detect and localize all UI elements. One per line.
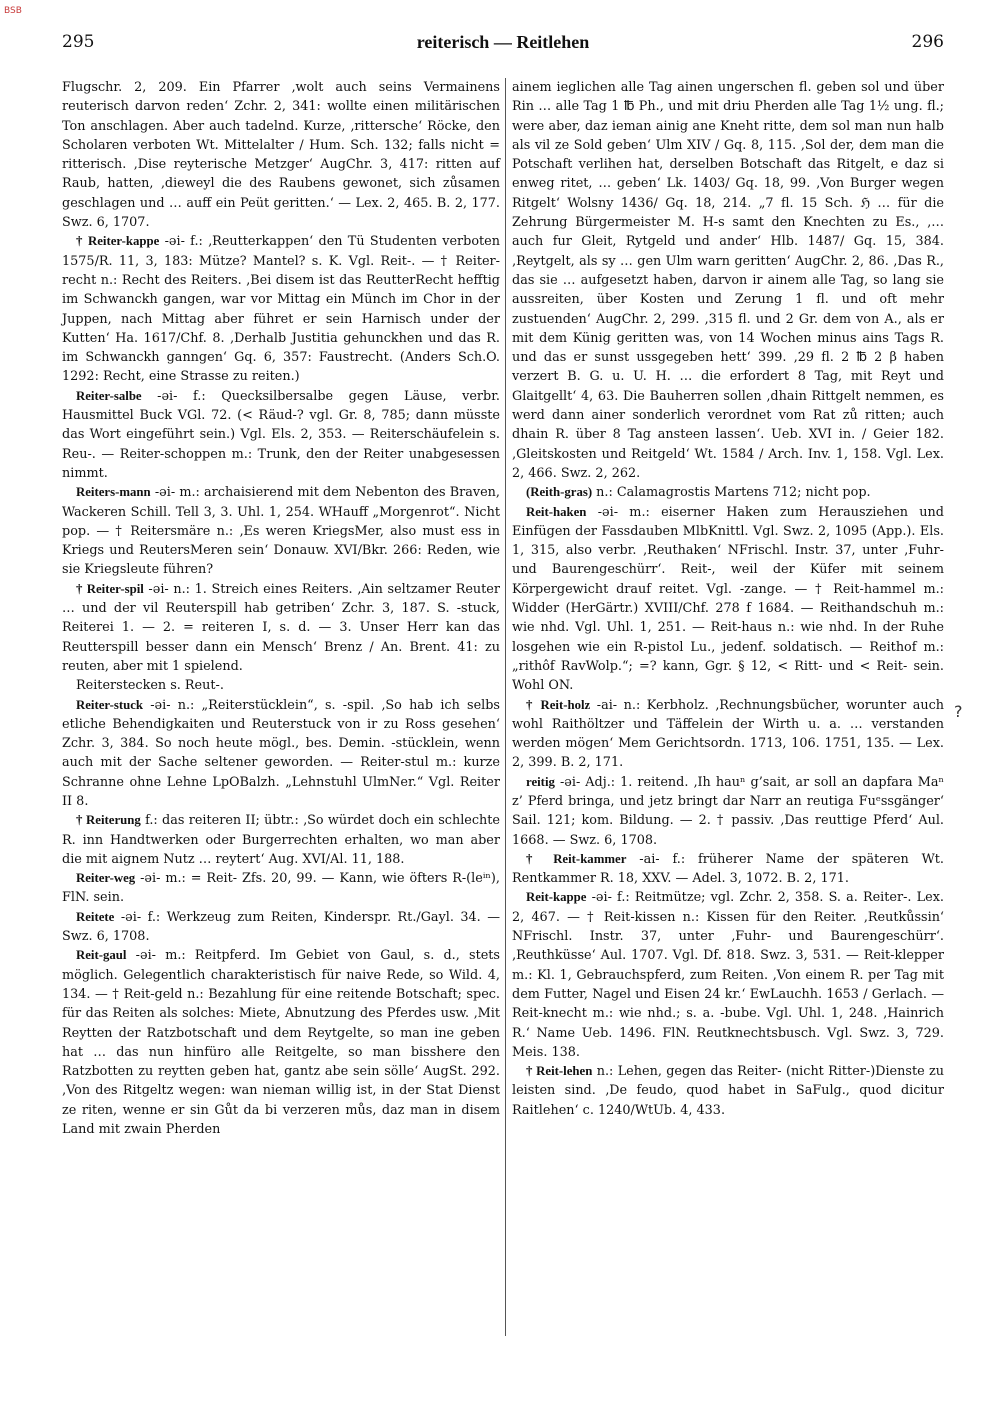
dictionary-entry (512, 503, 944, 696)
dictionary-entry (62, 676, 500, 695)
running-title: reiterisch — Reitlehen (416, 32, 590, 52)
dictionary-entry (512, 1062, 944, 1120)
entry-text: -ai- n.: Kerbholz. ‚Rechnungsbücher, worunter auch wohl Raithöltzer und Täffelein der Wirth u. a. … verstanden werden mögen‘ Mem Gerichtsordn. 1713, 106. 1751, 135. — Lex. 2, 399. B. 2, 171. (512, 697, 944, 771)
dictionary-entry (512, 850, 944, 889)
entry-text: -əi- Adj.: 1. reitend. ‚Ih hauⁿ g’sait, ar soll an dapfara Maⁿ z’ Pferd bringa, und jetz bringt dar Narr an reutiga Fuᵉssgänger‘ Sail. 121; kom. Bildung. — 2. † passiv. ‚Das reuttige Pferd‘ Aul. 1668. — Swz. 6, 1708. (512, 774, 944, 848)
dictionary-entry (512, 483, 944, 502)
library-stamp: BSB (4, 6, 22, 16)
left-column (62, 78, 500, 1139)
dictionary-entry (62, 387, 500, 483)
entry-text: -əi- n.: „Reiterstücklein“, s. -spil. ‚So hab ich selbs etliche Behendigkaiten und Reuterstuck von ir zu Ross gesehen‘ Zchr. 3, 384. So noch heute mögl., bes. Demin. -stücklein, wenn auch mit der Sache seltener geworden. — Reiter-stul m.: kurze Schranne ohne Lehne LpOBalzh. „Lehnstuhl UlmNer.“ Vgl. Reiter II 8. (62, 697, 500, 809)
entry-text: n.: Lehen, gegen das Reiter- (nicht Ritter-)Dienste zu leisten sind. ‚De feudo, quod habet in SaFulg., quod dicitur Raitlehen‘ c. 1240/WtUb. 4, 433. (512, 1064, 945, 1118)
entry-text: n.: Calamagrostis Martens 712; nicht pop. (592, 485, 871, 501)
page-number-right: 296 (911, 32, 944, 52)
entry-headword: Reiter-weg (76, 871, 136, 886)
dictionary-entry (512, 773, 944, 850)
dictionary-entry (62, 869, 500, 908)
entry-headword: † Reit-kammer (526, 851, 627, 866)
entry-text: -əi- f.: Werkzeug zum Reiten, Kinderspr. Rt./Gayl. 34. — Swz. 6, 1708. (62, 909, 500, 945)
dictionary-entry (62, 908, 500, 947)
entry-headword: † Reit-holz (526, 697, 591, 712)
dictionary-entry (512, 78, 944, 483)
entry-text: -əi- m.: eiserner Haken zum Herausziehen und Einfügen der Fassdauben MlbKnittl. Vgl. Swz. 2, 1095 (App.). Els. 1, 315, also verbr. ‚Reuthaken‘ NFrischl. Instr. 37, unter ‚Fuhr- und Baurengeschürr‘. Reit-, weil der Küfer mit seinem Körpergewicht drauf reitet. Vgl. -zange. — † Reit-hammel m.: Widder (HerGärtr.) XVIII/Chf. 278 f 1684. — Reithandschuh m.: wie nhd. Vgl. Uhl. 1, 251. — Reit-haus n.: wie nhd. In der Ruhe losgehen wie ein R-pistol Lu., jedenf. soldatisch. — Reithof m.: „rithôf RavWolp.“; =? kann, Ggr. § 12, < Ritt- und < Reit- sein. Wohl ON. (512, 504, 944, 694)
entry-headword: (Reith-gras) (526, 485, 593, 500)
entry-text: -ai- f.: früherer Name der späteren Wt. Rentkammer R. 18, XXV. — Adel. 3, 1072. B. 2, 171. (512, 851, 944, 887)
entry-headword: Reit-haken (526, 504, 587, 519)
entry-headword: † Reiterung (76, 813, 141, 828)
dictionary-entry (62, 483, 500, 579)
dictionary-entry (512, 888, 944, 1062)
entry-headword: Reit-gaul (76, 948, 127, 963)
entry-headword: † Reit-lehen (526, 1064, 593, 1079)
entry-text: -əi- m.: archaisierend mit dem Nebenton des Braven, Wackeren Schill. Tell 3, 3. Uhl. 1, 254. WHauff „Morgenrot“. Nicht pop. — † Reitersmäre n.: ‚Es weren KriegsMer, also must ess in Kriegs und ReutersMeren sein‘ Donauw. XVI/Bkr. 266: Reden, wie sie Kriegsleute führen? (62, 485, 500, 578)
entry-text: -əi- m.: = Reit- Zfs. 20, 99. — Kann, wie öfters R-(leⁱⁿ), FlN. sein. (62, 871, 500, 906)
entry-headword: Reiters-mann (76, 485, 151, 500)
entry-text: -əi- f.: Reitmütze; vgl. Zchr. 2, 358. S. a. Reiter-. Lex. 2, 467. — † Reit-kissen n.: Kissen für den Reiter. ‚Reutkůssin‘ NFrischl. Instr. 37, unter ‚Fuhr- und Baurengeschürr‘. ‚Reuthküsse‘ Aul. 1707. Vgl. Df. 818. Swz. 3, 531. — Reit-klepper m.: Kl. 1, Gebrauchspferd, zum Reiten. ‚Von einem R. per Tag mit dem Futter, Nagel und Eisen 24 kr.‘ EwLauchh. 1653 / Gerlach. — Reit-knecht m.: wie nhd.; s. a. -bube. Vgl. Uhl. 1, 248. ‚Hainrich R.‘ Name Ueb. 1496. FlN. Reutknechtsbusch. Vgl. Swz. 3, 729. Meis. 138. (512, 890, 944, 1060)
entry-headword: reitig (526, 774, 555, 789)
entry-headword: Reiter-stuck (76, 697, 144, 712)
dictionary-entry (62, 580, 500, 676)
column-divider (505, 78, 506, 1336)
entry-headword: Reit-kappe (526, 890, 587, 905)
dictionary-entry (62, 696, 500, 812)
dictionary-entry (62, 232, 500, 386)
entry-headword: † Reiter-kappe (76, 234, 160, 249)
entry-headword: Reitete (76, 909, 115, 924)
page-header (62, 32, 944, 58)
entry-text: ainem ieglichen alle Tag ainen ungerschen fl. geben sol und über Rin … alle Tag 1 ℔ Ph., und mit driu Pherden alle Tag 1½ ung. fl.; were aber, daz ieman ainig ane Kneht ritte, dem sol man nun halb als vil ze Sold geben‘ Ulm XIV / Gq. 8, 115. ‚Sol der, dem man die Potschaft verlihen hat, derselben Botschaft das Ritgelt, e daz si enweg ritet, … geben‘ Lk. 1403/ Gq. 18, 99. ‚Von Burger wegen Ritgelt‘ Wolsny 1436/ Gq. 18, 214. „7 fl. 15 Sch. ℌ … für die Zehrung Bürgermeister M. H-s samt den Knechten zu Es., ‚… auch fur Gleit, Rytgeld und ander‘ Hlb. 1487/ Gq. 15, 384. ‚Reytgelt, als sy … gen Ulm warn geritten‘ AugChr. 2, 86. ‚Das R., das sie … aufgesetzt haben, darvon ir ainem alle Tag, so lang sie aussreiten, über Kosten und Zerung 1 fl. und oft mehr zustuenden‘ AugChr. 2, 299. ‚315 fl. und 2 Gr. dem von A., als er mit dem Künig geritten was, von 14 Wochen minus ains Tags R. und das er sunst ussgegeben hett‘ 399. ‚29 fl. 2 ℔ 2 β haben verzert B. G. u. U. H. … die erfordert 8 Tag, mit Reyt und Glaitgellt‘ 4, 63. Die Bauherren sollen ‚dhain Rittgelt nemmen, es werd dann ainer sonderlich verordnet vom Rat zů ritten; auch dhain R. über 8 Tag ansteen lassen‘. Ueb. XVI in. / Geier 182. ‚Gleitskosten und Reitgeld‘ Wt. 1584 / Arch. Inv. 1, 158. Vgl. Lex. 2, 466. Swz. 2, 262. (512, 80, 944, 481)
right-column (512, 78, 944, 1120)
dictionary-entry (62, 78, 500, 232)
entry-text: -əi- m.: Reitpferd. Im Gebiet von Gaul, s. d., stets möglich. Gelegentlich charakteristisch für naive Rede, so Wild. 4, 134. — † Reit-geld n.: Bezahlung für eine reitende Botschaft; spec. für das Reiten als solches: Miete, Abnutzung des Pferdes usw. ‚Mit Reytten der Ratzbotschaft und dem Reytgelte, so man ine geben hat … das nun hinfüro alle Reitgelte, so man bisshere den Ratzbotten zu reytten geben hat, gantz abe sein sölle‘ AugSt. 292. ‚Von des Ritgeltz wegen: wan nieman willig ist, in der Stat Dienst ze riten, wenne er sin Gůt da bi verzeren můs, daz man in disem Land mit zwain Pherden (62, 948, 500, 1138)
entry-text: -əi- n.: 1. Streich eines Reiters. ‚Ain seltzamer Reuter … und der vil Reuterspill hab getriben‘ Zchr. 3, 187. S. -stuck, Reiterei 1. — 2. = reiteren I, s. d. — 3. Unser Herr kan das Reutterspill besser dann ein Mensch‘ Brenz / An. Brent. 41: zu reuten, aber mit 1 spielend. (62, 581, 500, 674)
dictionary-entry (62, 811, 500, 869)
dictionary-entry (62, 946, 500, 1139)
page-number-left: 295 (62, 32, 95, 52)
entry-text: Reiterstecken s. Reut-. (76, 678, 224, 694)
entry-text: Flugschr. 2, 209. Ein Pfarrer ‚wolt auch seins Vermainens reuterisch darvon reden‘ Zchr. 2, 341: wollte einen militärischen Ton anschlagen. Aber auch tadelnd. Kurze, ‚rittersche‘ Röcke, den Scholaren verboten Wt. Mittelalter / Hum. Sch. 132; falls nicht = ritterisch. ‚Dise reyterische Metzger‘ AugChr. 3, 417: ritten auf Raub, hatten, ‚dieweyl die des Raubens gewonet, sich zůsamen geschlagen und … auff ein Peüt geritten.‘ — Lex. 2, 465. B. 2, 177. Swz. 6, 1707. (62, 80, 500, 231)
entry-headword: Reiter-salbe (76, 388, 142, 403)
margin-annotation: ? (954, 702, 963, 721)
entry-headword: † Reiter-spil (76, 581, 144, 596)
entry-text: -əi- f.: ‚Reutterkappen‘ den Tü Studenten verboten 1575/R. 11, 3, 183: Mütze? Mantel? s. K. Vgl. Reit-. — † Reiter-recht n.: Recht des Reiters. ‚Bei disem ist das ReutterRecht hefftig im Schwanckh gangen, war vor Mittag ein Münch im Chor in der Juppen, nach Mittag aber führet er sein Harnisch under der Kutten‘ Ha. 1617/Chf. 8. ‚Derhalb Justitia gehunckhen und das R. im Schwanckh ganngen‘ Gq. 6, 357: Faustrecht. (Anders Sch.O. 1292: Recht, eine Strasse zu reiten.) (62, 234, 501, 385)
dictionary-entry (512, 696, 944, 773)
entry-text: -əi- f.: Quecksilbersalbe gegen Läuse, verbr. Hausmittel Buck VGl. 72. (< Räud-? vgl. Gr. 8, 785; dann müsste das Wort eingeführt sein.) Vgl. Els. 2, 353. — Reiterschäufelein s. Reu-. — Reiter-schoppen m.: Trunk, den der Reiter unabgesessen nimmt. (62, 388, 500, 481)
entry-text: f.: das reiteren II; übtr.: ‚So würdet doch ein schlechte R. inn Handtwerken oder Burgerrechten erhalten, wo man aber die mit aignem Nutz … reytert‘ Aug. XVI/Al. 11, 188. (62, 813, 501, 867)
